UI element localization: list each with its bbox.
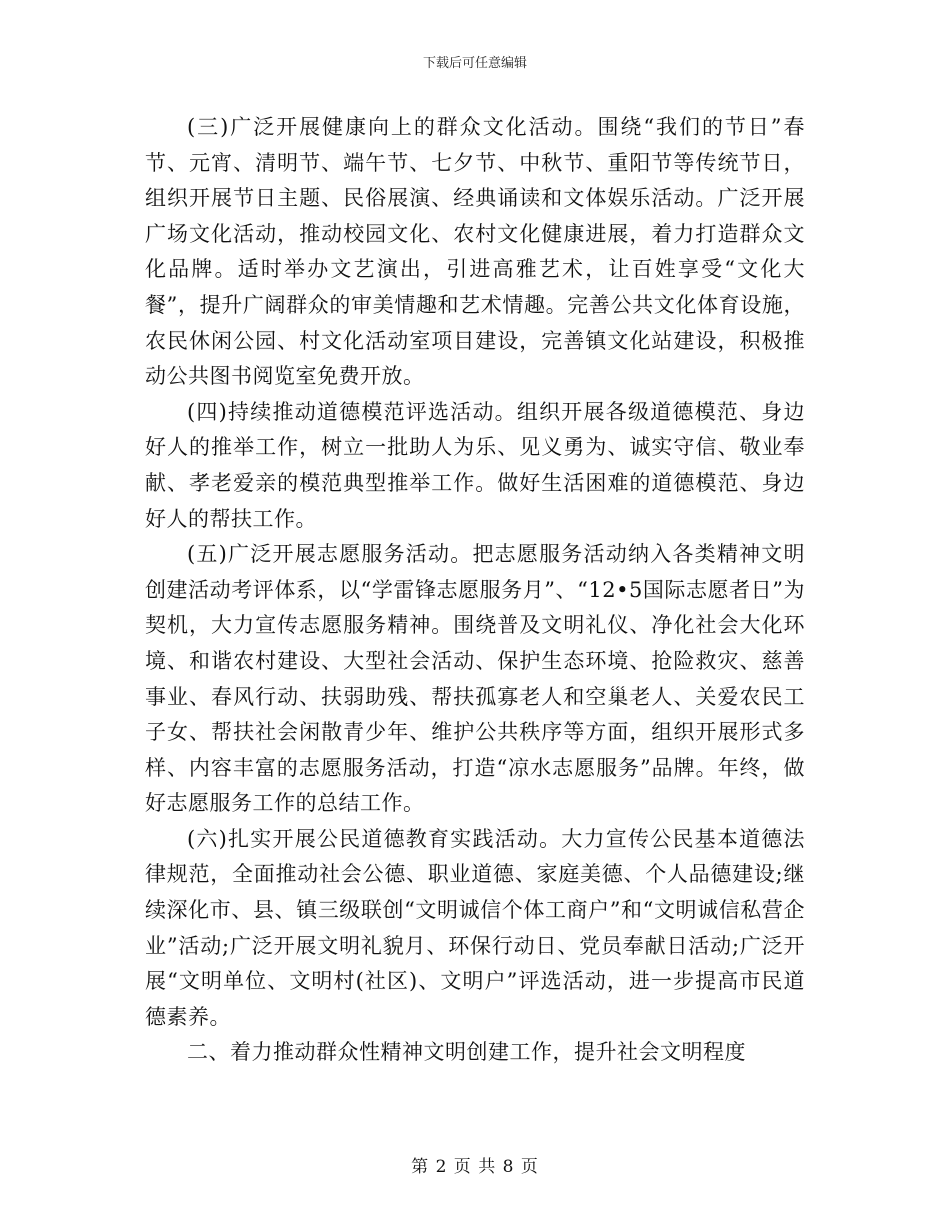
paragraph-civic-ethics: (六)扎实开展公民道德教育实践活动。大力宣传公民基本道德法律规范，全面推动社会公德、职业道德、家庭美德、个人品德建设;继续深化市、县、镇三级联创“文明诚信个体工商户”和“文明诚信私营企业”活动;广泛开展文明礼貌月、环保行动日、党员奉献日活动;广泛开展“文明单位、文明村(社区)、文明户”评选活动，进一步提高市民道德素养。 (145, 826, 805, 1029)
document-body (145, 110, 805, 1071)
page-header-note: 下载后可任意编辑 (422, 56, 527, 71)
section-heading-two: 二、着力推动群众性精神文明创建工作，提升社会文明程度 (187, 1040, 746, 1065)
paragraph-cultural-activities: (三)广泛开展健康向上的群众文化活动。围绕“我们的节日”春节、元宵、清明节、端午节、七夕节、中秋节、重阳节等传统节日，组织开展节日主题、民俗展演、经典诵读和文体娱乐活动。广泛开展广场文化活动，推动校园文化、农村文化健康进展，着力打造群众文化品牌。适时举办文艺演出，引进高雅艺术，让百姓享受“文化大餐”，提升广阔群众的审美情趣和艺术情趣。完善公共文化体育设施，农民休闲公园、村文化活动室项目建设，完善镇文化站建设，积极推动公共图书阅览室免费开放。 (145, 115, 805, 389)
paragraph-volunteer-service: (五)广泛开展志愿服务活动。把志愿服务活动纳入各类精神文明创建活动考评体系，以“学雷锋志愿服务月”、“12•5国际志愿者日”为契机，大力宣传志愿服务精神。围绕普及文明礼仪、净化社会大化环境、和谐农村建设、大型社会活动、保护生态环境、抢险救灾、慈善事业、春风行动、扶弱助残、帮扶孤寡老人和空巢老人、关爱农民工子女、帮扶社会闲散青少年、维护公共秩序等方面，组织开展形式多样、内容丰富的志愿服务活动，打造“凉水志愿服务”品牌。年终，做好志愿服务工作的总结工作。 (145, 542, 805, 816)
paragraph-moral-models: (四)持续推动道德模范评选活动。组织开展各级道德模范、身边好人的推举工作，树立一批助人为乐、见义勇为、诚实守信、敬业奉献、孝老爱亲的模范典型推举工作。做好生活困难的道德模范、身边好人的帮扶工作。 (145, 399, 805, 531)
page-number: 第 2 页 共 8 页 (411, 1157, 539, 1177)
